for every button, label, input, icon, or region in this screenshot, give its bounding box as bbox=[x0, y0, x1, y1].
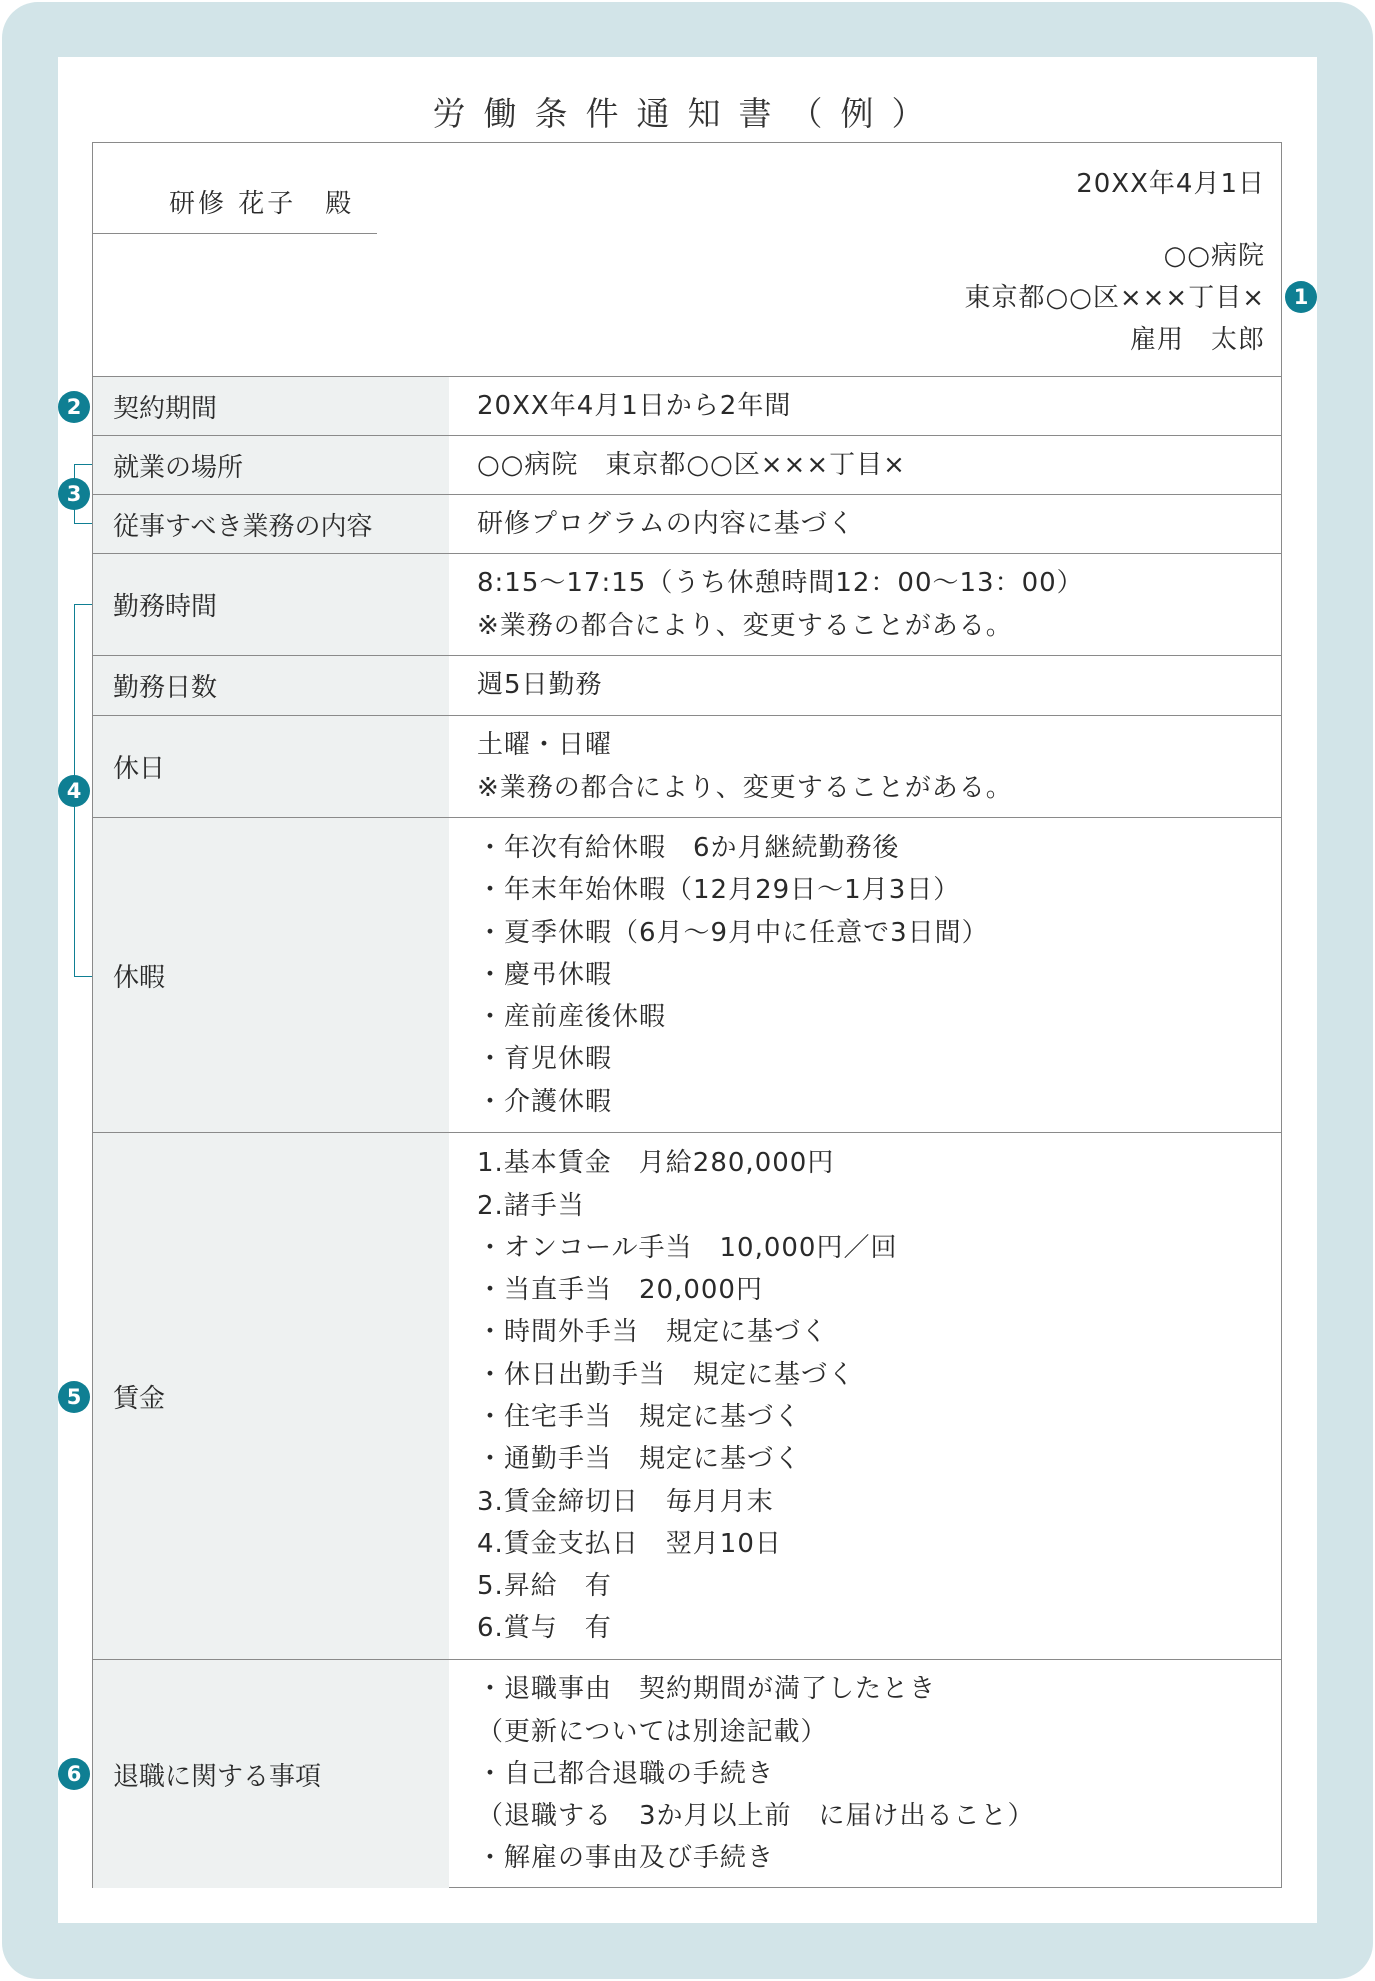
badge-5: 5 bbox=[58, 1381, 90, 1413]
value-line: 20XX年4月1日から2年間 bbox=[477, 390, 792, 421]
value-line: 土曜・日曜 bbox=[477, 730, 613, 761]
value-line: ・オンコール手当 10,000円／回 bbox=[477, 1232, 898, 1263]
value-line: （退職する 3か月以上前 に届け出ること） bbox=[477, 1801, 1035, 1832]
badge-4: 4 bbox=[58, 775, 90, 807]
row-retirement bbox=[93, 1659, 1281, 1888]
value-line: 週5日勤務 bbox=[477, 670, 603, 701]
value-line: 6.賞与 有 bbox=[477, 1613, 612, 1644]
recipient-underline bbox=[93, 233, 377, 234]
issue-date: 20XX年4月1日 bbox=[1076, 169, 1265, 199]
recipient-name: 研修 花子 殿 bbox=[169, 189, 355, 219]
employer-address: 東京都○○区×××丁目× bbox=[964, 283, 1265, 313]
value-line: ・育児休暇 bbox=[477, 1044, 613, 1075]
row-label: 休暇 bbox=[93, 818, 449, 1132]
row-value bbox=[449, 818, 1281, 1132]
row-value bbox=[449, 436, 1281, 494]
value-line: 1.基本賃金 月給280,000円 bbox=[477, 1148, 835, 1179]
value-line: ・休日出勤手当 規定に基づく bbox=[477, 1359, 856, 1390]
row-value bbox=[449, 1133, 1281, 1659]
row-contract-period bbox=[93, 376, 1281, 435]
row-value bbox=[449, 495, 1281, 553]
value-line: ・時間外手当 規定に基づく bbox=[477, 1317, 829, 1348]
value-line: 5.昇給 有 bbox=[477, 1571, 612, 1602]
value-line: ・年次有給休暇 6か月継続勤務後 bbox=[477, 832, 900, 863]
row-job-content bbox=[93, 494, 1281, 553]
value-line: ・介護休暇 bbox=[477, 1086, 613, 1117]
value-line: 4.賃金支払日 翌月10日 bbox=[477, 1528, 782, 1559]
row-label: 従事すべき業務の内容 bbox=[93, 495, 449, 553]
value-line: ・年末年始休暇（12月29日～1月3日） bbox=[477, 875, 961, 906]
document-title: 労働条件通知書（例） bbox=[432, 94, 943, 133]
row-label: 勤務時間 bbox=[93, 554, 449, 655]
row-wages bbox=[93, 1132, 1281, 1659]
row-working-days bbox=[93, 655, 1281, 715]
employer-name: ○○病院 bbox=[1163, 241, 1265, 271]
row-value bbox=[449, 716, 1281, 817]
value-line: ○○病院 東京都○○区×××丁目× bbox=[477, 449, 906, 480]
employer-person: 雇用 太郎 bbox=[1129, 325, 1265, 355]
value-line: ・解雇の事由及び手続き bbox=[477, 1843, 775, 1874]
value-line: ※業務の都合により、変更することがある。 bbox=[477, 610, 1013, 641]
value-line: ・退職事由 契約期間が満了したとき bbox=[477, 1674, 937, 1705]
row-label: 休日 bbox=[93, 716, 449, 817]
row-work-location bbox=[93, 435, 1281, 494]
value-line: 8:15～17:15（うち休憩時間12：00～13：00） bbox=[477, 568, 1084, 599]
value-line: 研修プログラムの内容に基づく bbox=[477, 508, 855, 539]
row-leave bbox=[93, 817, 1281, 1132]
row-value bbox=[449, 377, 1281, 435]
row-label: 賃金 bbox=[93, 1133, 449, 1659]
value-line: ・住宅手当 規定に基づく bbox=[477, 1402, 802, 1432]
value-line: ・当直手当 20,000円 bbox=[477, 1275, 763, 1306]
row-label: 退職に関する事項 bbox=[93, 1660, 449, 1888]
row-label: 勤務日数 bbox=[93, 656, 449, 715]
value-line: ・通勤手当 規定に基づく bbox=[477, 1444, 802, 1475]
value-line: 3.賃金締切日 毎月月末 bbox=[477, 1486, 774, 1517]
row-holidays bbox=[93, 715, 1281, 817]
badge-3: 3 bbox=[58, 478, 90, 510]
badge-6: 6 bbox=[58, 1758, 90, 1790]
value-line: ・産前産後休暇 bbox=[477, 1002, 667, 1033]
row-value bbox=[449, 1660, 1281, 1888]
row-value bbox=[449, 554, 1281, 655]
value-line: 2.諸手当 bbox=[477, 1190, 585, 1221]
row-working-hours bbox=[93, 553, 1281, 655]
value-line: ※業務の都合により、変更することがある。 bbox=[477, 772, 1013, 803]
value-line: ・自己都合退職の手続き bbox=[477, 1758, 775, 1789]
row-value bbox=[449, 656, 1281, 715]
value-line: ・慶弔休暇 bbox=[477, 959, 613, 990]
row-label: 就業の場所 bbox=[93, 436, 449, 494]
badge-2: 2 bbox=[58, 391, 90, 423]
value-line: ・夏季休暇（6月～9月中に任意で3日間） bbox=[477, 917, 989, 948]
value-line: （更新については別途記載） bbox=[477, 1716, 828, 1747]
notice-table bbox=[92, 142, 1282, 1888]
badge-1: 1 bbox=[1285, 281, 1317, 313]
row-label: 契約期間 bbox=[93, 377, 449, 435]
